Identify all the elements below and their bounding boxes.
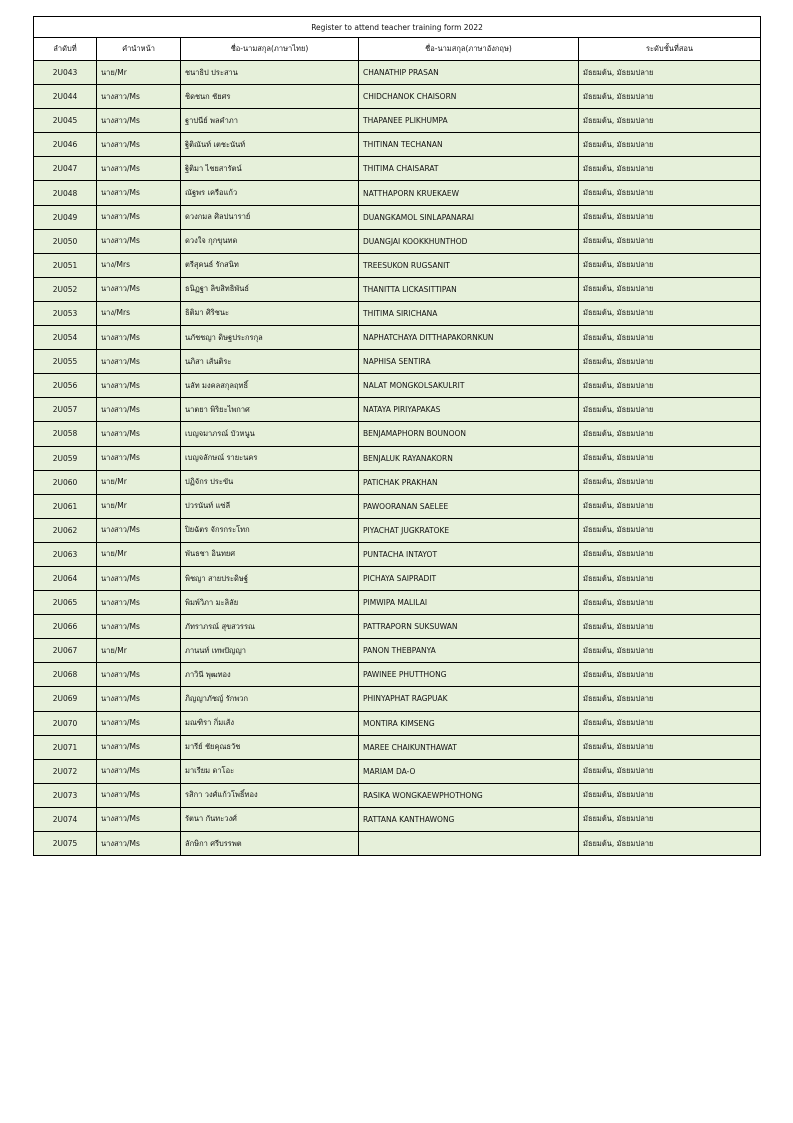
- cell-thai-name: นลัท มงคลสกุลฤทธิ์: [181, 374, 359, 398]
- cell-thai-name: มาเรียม ดาโอะ: [181, 759, 359, 783]
- cell-thai-name: พิมพ์วิภา มะลิลัย: [181, 591, 359, 615]
- cell-level: มัธยมต้น, มัธยมปลาย: [579, 542, 761, 566]
- cell-thai-name: เบญจมาภรณ์ บัวหนูน: [181, 422, 359, 446]
- cell-english-name: MAREE CHAIKUNTHAWAT: [359, 735, 579, 759]
- cell-prefix: นางสาว/Ms: [97, 109, 181, 133]
- cell-number: 2U044: [34, 85, 97, 109]
- cell-english-name: PHINYAPHAT RAGPUAK: [359, 687, 579, 711]
- cell-number: 2U045: [34, 109, 97, 133]
- cell-prefix: นางสาว/Ms: [97, 711, 181, 735]
- table-row: [34, 350, 761, 374]
- cell-english-name: THITIMA CHAISARAT: [359, 157, 579, 181]
- cell-english-name: PUNTACHA INTAYOT: [359, 542, 579, 566]
- table-row: [34, 253, 761, 277]
- cell-prefix: นาย/Mr: [97, 470, 181, 494]
- cell-prefix: นางสาว/Ms: [97, 832, 181, 856]
- table-row: [34, 61, 761, 85]
- cell-level: มัธยมต้น, มัธยมปลาย: [579, 109, 761, 133]
- cell-number: 2U065: [34, 591, 97, 615]
- cell-prefix: นางสาว/Ms: [97, 663, 181, 687]
- table-row: [34, 205, 761, 229]
- table-row: [34, 109, 761, 133]
- cell-thai-name: เบญจลักษณ์ รายะนคร: [181, 446, 359, 470]
- cell-level: มัธยมต้น, มัธยมปลาย: [579, 326, 761, 350]
- cell-english-name: CHANATHIP PRASAN: [359, 61, 579, 85]
- cell-prefix: นาง/Mrs: [97, 301, 181, 325]
- cell-english-name: PAWOORANAN SAELEE: [359, 494, 579, 518]
- cell-number: 2U051: [34, 253, 97, 277]
- table-body: [34, 61, 761, 856]
- cell-english-name: CHIDCHANOK CHAISORN: [359, 85, 579, 109]
- cell-level: มัธยมต้น, มัธยมปลาย: [579, 807, 761, 831]
- cell-prefix: นางสาว/Ms: [97, 687, 181, 711]
- table-row: [34, 181, 761, 205]
- cell-english-name: PAWINEE PHUTTHONG: [359, 663, 579, 687]
- cell-thai-name: ปวรนันท์ แซ่ลี: [181, 494, 359, 518]
- cell-english-name: PATTRAPORN SUKSUWAN: [359, 615, 579, 639]
- cell-prefix: นางสาว/Ms: [97, 518, 181, 542]
- table-row: [34, 687, 761, 711]
- cell-number: 2U074: [34, 807, 97, 831]
- cell-thai-name: ชิดชนก ชัยศร: [181, 85, 359, 109]
- cell-level: มัธยมต้น, มัธยมปลาย: [579, 783, 761, 807]
- cell-number: 2U047: [34, 157, 97, 181]
- cell-prefix: นางสาว/Ms: [97, 615, 181, 639]
- cell-thai-name: ฐิติณันท์ เตชะนันท์: [181, 133, 359, 157]
- table-row: [34, 229, 761, 253]
- cell-thai-name: ปฏิจักร ประขัน: [181, 470, 359, 494]
- cell-level: มัธยมต้น, มัธยมปลาย: [579, 398, 761, 422]
- col-header-prefix: คำนำหน้า: [97, 38, 181, 61]
- cell-level: มัธยมต้น, มัธยมปลาย: [579, 374, 761, 398]
- cell-english-name: THITIMA SIRICHANA: [359, 301, 579, 325]
- cell-thai-name: ตรีสุคนธ์ รักสนิท: [181, 253, 359, 277]
- cell-prefix: นาย/Mr: [97, 494, 181, 518]
- cell-level: มัธยมต้น, มัธยมปลาย: [579, 157, 761, 181]
- cell-thai-name: ชนาธิป ประสาน: [181, 61, 359, 85]
- cell-english-name: MARIAM DA-O: [359, 759, 579, 783]
- cell-prefix: นาย/Mr: [97, 639, 181, 663]
- cell-thai-name: ฐิติมา ไชยสารัตน์: [181, 157, 359, 181]
- table-header-row: [34, 38, 761, 61]
- cell-prefix: นางสาว/Ms: [97, 735, 181, 759]
- table-row: [34, 711, 761, 735]
- cell-level: มัธยมต้น, มัธยมปลาย: [579, 663, 761, 687]
- col-header-no: ลำดับที่: [34, 38, 97, 61]
- cell-prefix: นางสาว/Ms: [97, 591, 181, 615]
- cell-thai-name: ธนิฏฐา ลิขสิทธิพันธ์: [181, 277, 359, 301]
- cell-level: มัธยมต้น, มัธยมปลาย: [579, 446, 761, 470]
- cell-prefix: นางสาว/Ms: [97, 133, 181, 157]
- table-row: [34, 807, 761, 831]
- cell-number: 2U070: [34, 711, 97, 735]
- table-row: [34, 157, 761, 181]
- cell-thai-name: รสิกา วงศ์แก้วโพธิ์ทอง: [181, 783, 359, 807]
- cell-thai-name: ภิญญาภัชญ์ รักพวก: [181, 687, 359, 711]
- form-title: Register to attend teacher training form 2022: [34, 17, 761, 38]
- cell-english-name: PIMWIPA MALILAI: [359, 591, 579, 615]
- cell-number: 2U060: [34, 470, 97, 494]
- cell-level: มัธยมต้น, มัธยมปลาย: [579, 61, 761, 85]
- cell-number: 2U071: [34, 735, 97, 759]
- table-row: [34, 133, 761, 157]
- cell-number: 2U068: [34, 663, 97, 687]
- cell-prefix: นางสาว/Ms: [97, 229, 181, 253]
- cell-thai-name: ภานนท์ เทพปัญญา: [181, 639, 359, 663]
- cell-number: 2U057: [34, 398, 97, 422]
- table-row: [34, 85, 761, 109]
- cell-prefix: นางสาว/Ms: [97, 446, 181, 470]
- cell-prefix: นางสาว/Ms: [97, 350, 181, 374]
- cell-level: มัธยมต้น, มัธยมปลาย: [579, 470, 761, 494]
- cell-english-name: NALAT MONGKOLSAKULRIT: [359, 374, 579, 398]
- cell-prefix: นาง/Mrs: [97, 253, 181, 277]
- cell-level: มัธยมต้น, มัธยมปลาย: [579, 350, 761, 374]
- cell-english-name: TREESUKON RUGSANIT: [359, 253, 579, 277]
- cell-prefix: นางสาว/Ms: [97, 783, 181, 807]
- cell-prefix: นางสาว/Ms: [97, 374, 181, 398]
- table-row: [34, 374, 761, 398]
- table-row: [34, 446, 761, 470]
- table-row: [34, 301, 761, 325]
- cell-thai-name: รัตนา กันทะวงศ์: [181, 807, 359, 831]
- table-row: [34, 566, 761, 590]
- cell-english-name: MONTIRA KIMSENG: [359, 711, 579, 735]
- cell-number: 2U075: [34, 832, 97, 856]
- cell-number: 2U062: [34, 518, 97, 542]
- cell-english-name: NATAYA PIRIYAPAKAS: [359, 398, 579, 422]
- cell-level: มัธยมต้น, มัธยมปลาย: [579, 422, 761, 446]
- cell-level: มัธยมต้น, มัธยมปลาย: [579, 687, 761, 711]
- registration-table: [33, 16, 761, 856]
- cell-number: 2U052: [34, 277, 97, 301]
- cell-english-name: THITINAN TECHANAN: [359, 133, 579, 157]
- cell-number: 2U072: [34, 759, 97, 783]
- cell-english-name: PICHAYA SAIPRADIT: [359, 566, 579, 590]
- cell-level: มัธยมต้น, มัธยมปลาย: [579, 301, 761, 325]
- cell-level: มัธยมต้น, มัธยมปลาย: [579, 591, 761, 615]
- cell-number: 2U056: [34, 374, 97, 398]
- cell-level: มัธยมต้น, มัธยมปลาย: [579, 759, 761, 783]
- cell-level: มัธยมต้น, มัธยมปลาย: [579, 205, 761, 229]
- cell-thai-name: ปิยฉัตร จักรกระโทก: [181, 518, 359, 542]
- cell-number: 2U043: [34, 61, 97, 85]
- table-row: [34, 542, 761, 566]
- cell-prefix: นางสาว/Ms: [97, 326, 181, 350]
- cell-level: มัธยมต้น, มัธยมปลาย: [579, 133, 761, 157]
- table-row: [34, 398, 761, 422]
- table-row: [34, 422, 761, 446]
- cell-level: มัธยมต้น, มัธยมปลาย: [579, 85, 761, 109]
- cell-thai-name: ลักษิกา ศรีบรรพต: [181, 832, 359, 856]
- cell-thai-name: ณัฐพร เครือแก้ว: [181, 181, 359, 205]
- cell-number: 2U050: [34, 229, 97, 253]
- cell-number: 2U055: [34, 350, 97, 374]
- cell-number: 2U048: [34, 181, 97, 205]
- cell-prefix: นางสาว/Ms: [97, 157, 181, 181]
- table-row: [34, 735, 761, 759]
- table-row: [34, 663, 761, 687]
- cell-thai-name: มณฑิรา กิ่มเส้ง: [181, 711, 359, 735]
- cell-english-name: PANON THEBPANYA: [359, 639, 579, 663]
- cell-level: มัธยมต้น, มัธยมปลาย: [579, 711, 761, 735]
- table-row: [34, 783, 761, 807]
- cell-level: มัธยมต้น, มัธยมปลาย: [579, 277, 761, 301]
- cell-prefix: นางสาว/Ms: [97, 85, 181, 109]
- table-row: [34, 639, 761, 663]
- cell-thai-name: ธิติมา ศิริชนะ: [181, 301, 359, 325]
- cell-english-name: RASIKA WONGKAEWPHOTHONG: [359, 783, 579, 807]
- cell-thai-name: ดวงกมล ศิลปนาราย์: [181, 205, 359, 229]
- cell-level: มัธยมต้น, มัธยมปลาย: [579, 735, 761, 759]
- cell-english-name: DUANGJAI KOOKKHUNTHOD: [359, 229, 579, 253]
- cell-thai-name: ดวงใจ กุกขุนทด: [181, 229, 359, 253]
- cell-prefix: นางสาว/Ms: [97, 422, 181, 446]
- table-row: [34, 615, 761, 639]
- cell-number: 2U058: [34, 422, 97, 446]
- table-row: [34, 759, 761, 783]
- cell-level: มัธยมต้น, มัธยมปลาย: [579, 832, 761, 856]
- cell-thai-name: พันธชา อินทยศ: [181, 542, 359, 566]
- cell-english-name: RATTANA KANTHAWONG: [359, 807, 579, 831]
- cell-number: 2U063: [34, 542, 97, 566]
- cell-english-name: PIYACHAT JUGKRATOKE: [359, 518, 579, 542]
- cell-level: มัธยมต้น, มัธยมปลาย: [579, 253, 761, 277]
- cell-prefix: นางสาว/Ms: [97, 759, 181, 783]
- cell-thai-name: พิชญา สายประดิษฐ์: [181, 566, 359, 590]
- cell-thai-name: มารีย์ ชัยคุณธวัช: [181, 735, 359, 759]
- cell-number: 2U054: [34, 326, 97, 350]
- cell-number: 2U059: [34, 446, 97, 470]
- table-row: [34, 326, 761, 350]
- table-row: [34, 832, 761, 856]
- cell-english-name: NATTHAPORN KRUEKAEW: [359, 181, 579, 205]
- cell-thai-name: ฐาปนีย์ พลคำภา: [181, 109, 359, 133]
- table-row: [34, 591, 761, 615]
- cell-english-name: [359, 832, 579, 856]
- cell-prefix: นางสาว/Ms: [97, 181, 181, 205]
- col-header-level: ระดับชั้นที่สอน: [579, 38, 761, 61]
- cell-thai-name: ภัทราภรณ์ สุขสวรรณ: [181, 615, 359, 639]
- cell-number: 2U064: [34, 566, 97, 590]
- cell-level: มัธยมต้น, มัธยมปลาย: [579, 494, 761, 518]
- cell-english-name: BENJAMAPHORN BOUNOON: [359, 422, 579, 446]
- cell-thai-name: นาตยา พิริยะไพกาศ: [181, 398, 359, 422]
- cell-level: มัธยมต้น, มัธยมปลาย: [579, 181, 761, 205]
- cell-prefix: นางสาว/Ms: [97, 277, 181, 301]
- col-header-thai-name: ชื่อ-นามสกุล(ภาษาไทย): [181, 38, 359, 61]
- cell-prefix: นางสาว/Ms: [97, 205, 181, 229]
- cell-thai-name: นภิสา เส้นติระ: [181, 350, 359, 374]
- cell-english-name: PATICHAK PRAKHAN: [359, 470, 579, 494]
- cell-level: มัธยมต้น, มัธยมปลาย: [579, 615, 761, 639]
- cell-number: 2U049: [34, 205, 97, 229]
- cell-english-name: NAPHATCHAYA DITTHAPAKORNKUN: [359, 326, 579, 350]
- cell-english-name: THANITTA LICKASITTIPAN: [359, 277, 579, 301]
- cell-level: มัธยมต้น, มัธยมปลาย: [579, 518, 761, 542]
- table-row: [34, 494, 761, 518]
- cell-level: มัธยมต้น, มัธยมปลาย: [579, 639, 761, 663]
- cell-number: 2U073: [34, 783, 97, 807]
- cell-number: 2U053: [34, 301, 97, 325]
- table-row: [34, 518, 761, 542]
- cell-level: มัธยมต้น, มัธยมปลาย: [579, 229, 761, 253]
- cell-english-name: DUANGKAMOL SINLAPANARAI: [359, 205, 579, 229]
- cell-prefix: นาย/Mr: [97, 542, 181, 566]
- col-header-english-name: ชื่อ-นามสกุล(ภาษาอังกฤษ): [359, 38, 579, 61]
- cell-level: มัธยมต้น, มัธยมปลาย: [579, 566, 761, 590]
- cell-number: 2U061: [34, 494, 97, 518]
- cell-thai-name: ภาวินี พุฒทอง: [181, 663, 359, 687]
- cell-number: 2U069: [34, 687, 97, 711]
- cell-english-name: BENJALUK RAYANAKORN: [359, 446, 579, 470]
- cell-thai-name: นภัชชญา ดิษฐประกรกุล: [181, 326, 359, 350]
- table-row: [34, 277, 761, 301]
- cell-prefix: นางสาว/Ms: [97, 807, 181, 831]
- cell-number: 2U067: [34, 639, 97, 663]
- cell-english-name: NAPHISA SENTIRA: [359, 350, 579, 374]
- cell-number: 2U066: [34, 615, 97, 639]
- cell-prefix: นาย/Mr: [97, 61, 181, 85]
- table-row: [34, 470, 761, 494]
- cell-english-name: THAPANEE PLIKHUMPA: [359, 109, 579, 133]
- cell-prefix: นางสาว/Ms: [97, 398, 181, 422]
- cell-number: 2U046: [34, 133, 97, 157]
- cell-prefix: นางสาว/Ms: [97, 566, 181, 590]
